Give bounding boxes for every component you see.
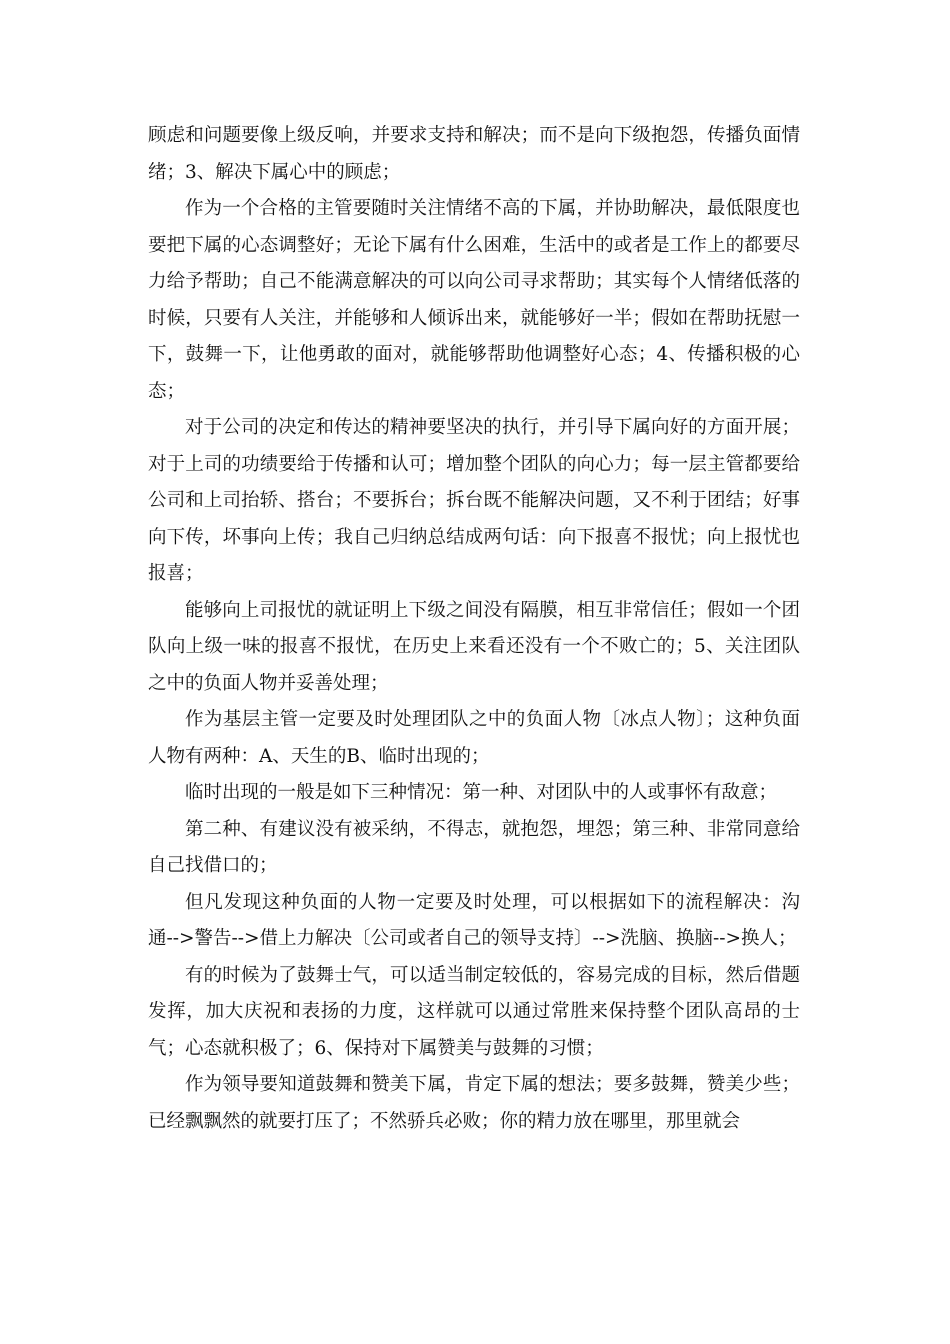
paragraph-6: 临时出现的一般是如下三种情况：第一种、对团队中的人或事怀有敌意； xyxy=(185,782,778,803)
paragraph-4: 能够向上司报忧的就证明上下级之间没有隔膜，相互非常信任；假如一个团队向上级一味的报喜不报忧，在历史上来看还没有一个不败亡的；5、关注团队之中的负面人物并妥善处理； xyxy=(148,599,800,694)
paragraph-2: 作为一个合格的主管要随时关注情绪不高的下属，并协助解决，最低限度也要把下属的心态调整好；无论下属有什么困难，生活中的或者是工作上的都要尽力给予帮助；自己不能满意解决的可以向公司寻求帮助；其实每个人情绪低落的时候，只要有人关注，并能够和人倾诉出来，就能够好一半；假如在帮助抚慰一下，鼓舞一下，让他勇敢的面对，就能够帮助他调整好心态；4、传播积极的心态； xyxy=(148,198,800,402)
paragraph-10: 作为领导要知道鼓舞和赞美下属，肯定下属的想法；要多鼓舞，赞美少些；已经飘飘然的就要打压了；不然骄兵必败；你的精力放在哪里，那里就会 xyxy=(148,1074,800,1132)
paragraph-1: 顾虑和问题要像上级反响，并要求支持和解决；而不是向下级抱怨，传播负面情绪；3、解决下属心中的顾虑； xyxy=(148,125,800,183)
paragraph-3: 对于公司的决定和传达的精神要坚决的执行，并引导下属向好的方面开展；对于上司的功绩要给于传播和认可；增加整个团队的向心力；每一层主管都要给公司和上司抬轿、搭台；不要拆台；拆台既不能解决问题，又不利于团结；好事向下传，坏事向上传；我自己归纳总结成两句话：向下报喜不报忧；向上报忧也报喜； xyxy=(148,417,800,584)
document-body xyxy=(148,118,800,1140)
paragraph-9: 有的时候为了鼓舞士气，可以适当制定较低的，容易完成的目标，然后借题发挥，加大庆祝和表扬的力度，这样就可以通过常胜来保持整个团队高昂的士气；心态就积极了；6、保持对下属赞美与鼓舞的习惯； xyxy=(148,964,800,1059)
paragraph-8: 但凡发现这种负面的人物一定要及时处理，可以根据如下的流程解决：沟通-->警告-->借上力解决〔公司或者自己的领导支持〕-->洗脑、换脑-->换人； xyxy=(148,891,800,949)
paragraph-7: 第二种、有建议没有被采纳，不得志，就抱怨，埋怨；第三种、非常同意给自己找借口的； xyxy=(148,818,800,876)
paragraph-5: 作为基层主管一定要及时处理团队之中的负面人物〔冰点人物〕；这种负面人物有两种：A、天生的B、临时出现的； xyxy=(148,709,800,767)
